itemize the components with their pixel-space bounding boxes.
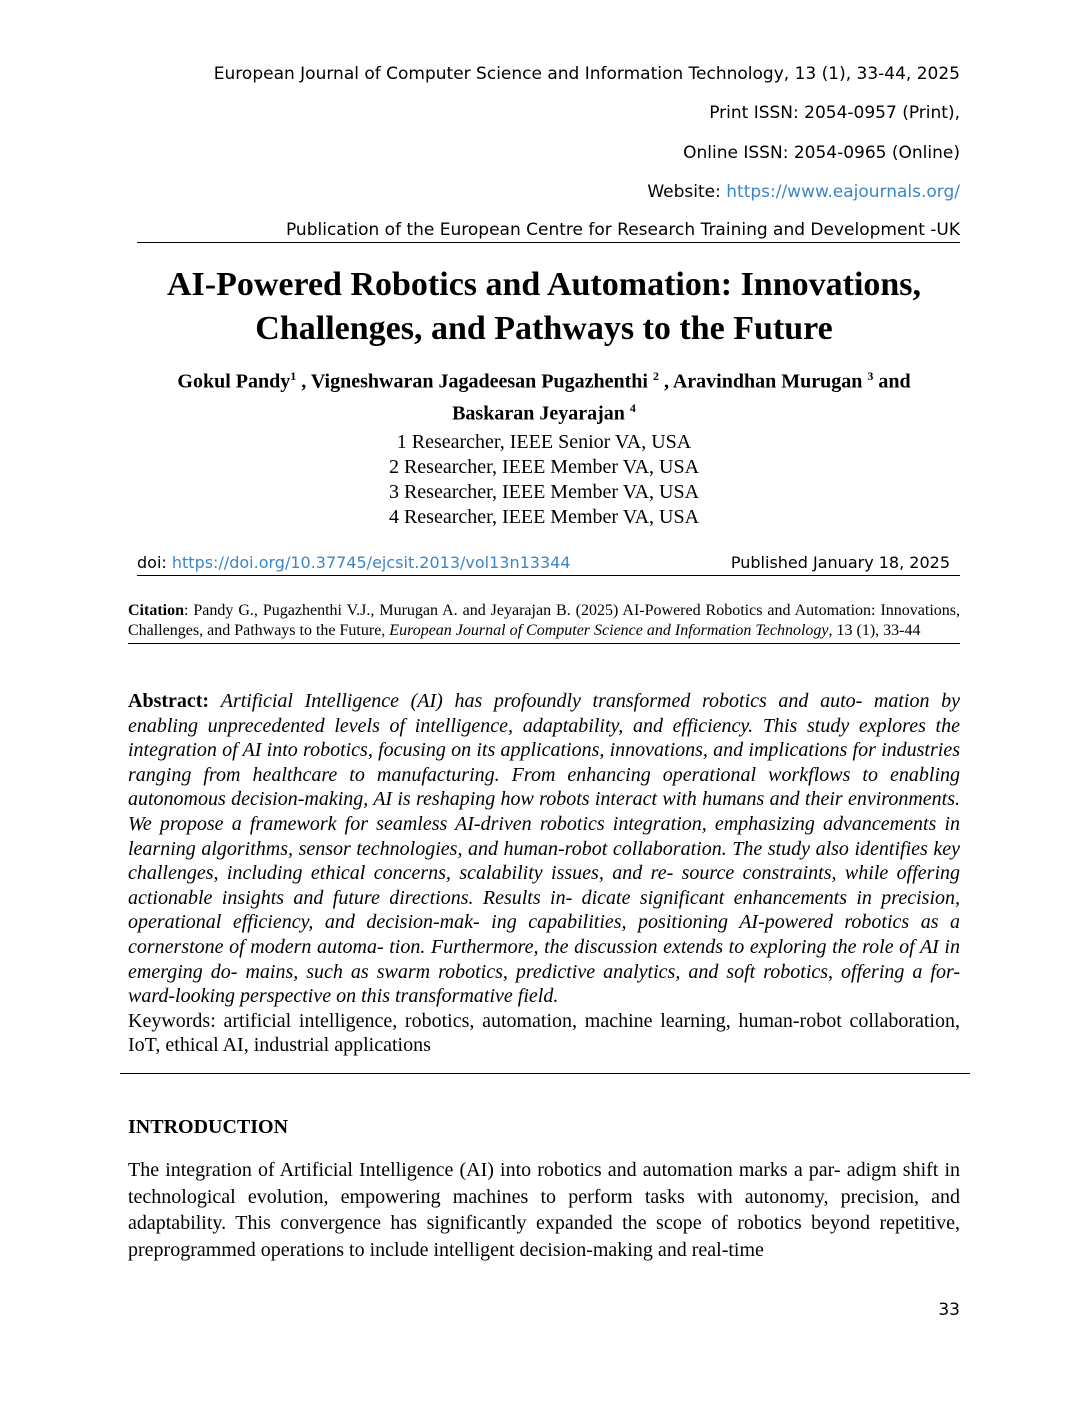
- website-link[interactable]: https://www.eajournals.org/: [726, 182, 960, 202]
- author-name: Vigneshwaran Jagadeesan Pugazhenthi: [310, 370, 648, 393]
- author-sup: 4: [629, 400, 636, 415]
- abstract-divider: [120, 1073, 970, 1074]
- website-label: Website:: [647, 182, 727, 202]
- title-line-2: Challenges, and Pathways to the Future: [255, 310, 833, 347]
- author-list: Gokul Pandy$^1$ , Vigneshwaran Jagadeesan Pugazhenthi $^2$ , Aravindhan Murugan $^3$ and Baskaran Jeyarajan $^4$: [177, 369, 911, 425]
- citation: [128, 601, 960, 644]
- citation-label: Citation: [128, 602, 184, 619]
- citation-journal: European Journal of Computer Science and Information Technology: [389, 622, 829, 639]
- doi-link[interactable]: https://doi.org/10.37745/ejcsit.2013/vol13n13344: [171, 553, 571, 572]
- publication-line: Publication of the European Centre for Research Training and Development -UK: [137, 220, 960, 243]
- abstract-text: Artificial Intelligence (AI) has profoundly transformed robotics and auto- mation by enabling unprecedented levels of intelligence, adaptability, and efficiency. This study explores the integration of AI into robotics, focusing on its applications, innovations, and implications for industries ranging from healthcare to manufacturing. From enhancing operational workflows to enabling autonomous decision-making, AI is reshaping how robots interact with humans and their environments. We propose a framework for seamless AI-driven robotics integration, emphasizing advancements in learning algorithms, sensor technologies, and human-robot collaboration. The study also identifies key challenges, including ethical concerns, scalability issues, and re- source constraints, while offering actionable insights and future directions. Results in- dicate significant enhancements in precision, operational efficiency, and decision-mak- ing capabilities, positioning AI-powered robotics as a cornerstone of modern automa- tion. Furthermore, the discussion extends to exploring the role of AI in emerging do- mains, such as swarm robotics, predictive analytics, and soft robotics, offering a for- ward-looking perspective on this transformative field.: [128, 690, 960, 1008]
- doi-bar: [137, 553, 960, 576]
- abstract-label: Abstract:: [128, 690, 210, 712]
- citation-tail: , 13 (1), 33-44: [828, 622, 921, 639]
- author-name: Aravindhan Murugan: [672, 370, 863, 393]
- affiliation: 3 Researcher, IEEE Member VA, USA: [388, 481, 700, 503]
- journal-line: European Journal of Computer Science and Information Technology, 13 (1), 33-44, 2025: [213, 64, 960, 84]
- keywords: Keywords: artificial intelligence, robotics, automation, machine learning, human-robot collaboration, IoT, ethical AI, industrial applications: [128, 1009, 960, 1057]
- section-body: The integration of Artificial Intelligence (AI) into robotics and automation marks a par- adigm shift in technological evolution, empowering machines to perform tasks with autonomy, precision, and adaptability. This convergence has significantly expanded the scope of robotics beyond repetitive, preprogrammed operations to include intelligent decision-making and real-time: [128, 1159, 960, 1261]
- author-sup: 2: [652, 369, 659, 383]
- author-sup: 1: [290, 369, 297, 383]
- affiliation: 2 Researcher, IEEE Member VA, USA: [388, 456, 700, 478]
- title-line-1: AI-Powered Robotics and Automation: Innovations,: [166, 266, 922, 303]
- author-name: Gokul Pandy: [177, 370, 291, 393]
- doi: [137, 553, 571, 572]
- paper-title: [60, 263, 1028, 351]
- online-issn: Online ISSN: 2054-0965 (Online): [683, 143, 960, 163]
- website-line: [647, 182, 960, 202]
- affiliation: 1 Researcher, IEEE Senior VA, USA: [396, 431, 692, 453]
- section-heading: INTRODUCTION: [128, 1116, 289, 1138]
- published-date: Published January 18, 2025: [730, 553, 950, 572]
- affiliation-list: [200, 430, 888, 530]
- affiliation: 4 Researcher, IEEE Member VA, USA: [388, 506, 700, 528]
- abstract: [128, 689, 960, 1058]
- citation-text: : Pandy G., Pugazhenthi V.J., Murugan A. and Jeyarajan B. (2025) AI-Powered Robotics and Automation: Innovations, Challenges, and Pathways to the Future,: [128, 602, 960, 639]
- page-number: 33: [938, 1300, 960, 1320]
- doi-label: doi:: [137, 553, 172, 572]
- author-name: Baskaran Jeyarajan: [452, 402, 625, 425]
- author-sup: 3: [867, 369, 874, 383]
- print-issn: Print ISSN: 2054-0957 (Print),: [709, 103, 960, 123]
